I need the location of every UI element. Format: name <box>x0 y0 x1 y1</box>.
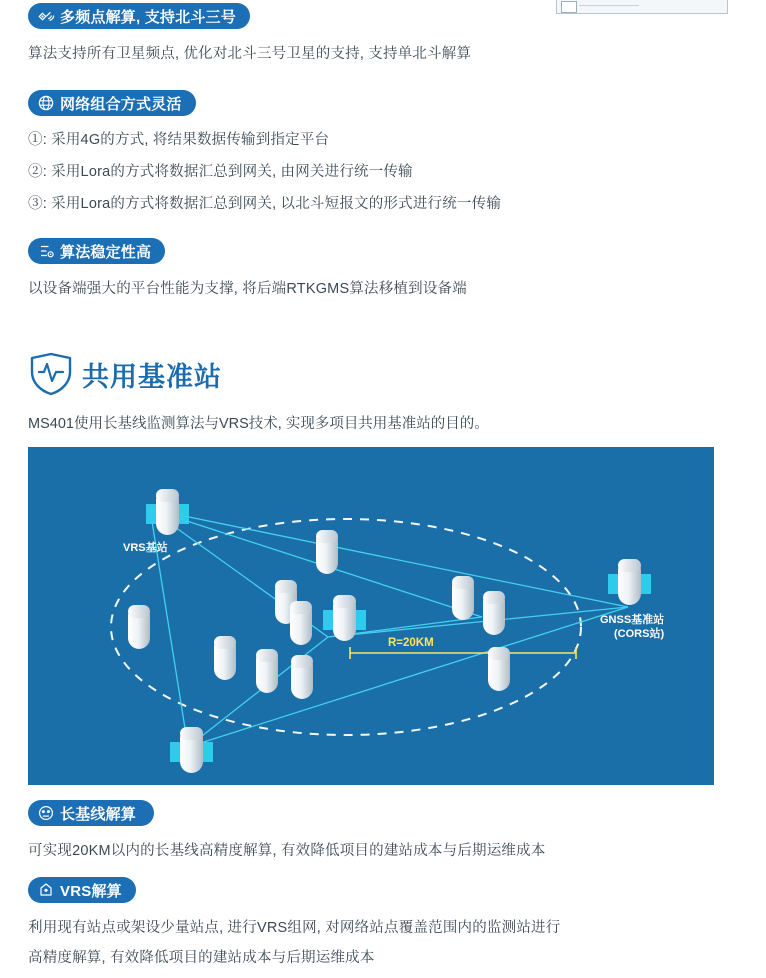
network-line-1: ①: 采用4G的方式, 将结果数据传输到指定平台 <box>28 132 330 148</box>
heading-multifrequency-label: 多频点解算, 支持北斗三号 <box>60 8 236 26</box>
multifrequency-description: 算法支持所有卫星频点, 优化对北斗三号卫星的支持, 支持单北斗解算 <box>28 46 472 62</box>
heading-vrs-label: VRS解算 <box>60 882 122 900</box>
globe-icon <box>37 94 55 112</box>
fragment-box-icon <box>561 1 577 13</box>
network-line-3: ③: 采用Lora的方式将数据汇总到网关, 以北斗短报文的形式进行统一传输 <box>28 195 502 212</box>
section-long-baseline <box>28 800 546 863</box>
heading-multifrequency <box>28 3 250 29</box>
stability-description: 以设备端强大的平台性能为支撑, 将后端RTKGMS算法移植到设备端 <box>28 281 467 297</box>
baseline-nodes-icon <box>37 804 55 822</box>
section-network <box>28 90 501 215</box>
radius-line <box>350 647 576 659</box>
fragment-line <box>579 5 639 6</box>
bottom-station <box>170 727 213 773</box>
label-vrs-base: VRS基站 <box>123 542 168 554</box>
long-baseline-description: 可实现20KM以内的长基线高精度解算, 有效降低项目的建站成本与后期运维成本 <box>28 843 546 859</box>
label-gnss-base: GNSS基准站 <box>600 614 665 626</box>
heading-stability-label: 算法稳定性高 <box>60 243 152 261</box>
section-vrs <box>28 877 560 970</box>
satellite-signal-icon <box>37 7 55 25</box>
heading-stability <box>28 238 165 264</box>
label-radius: R=20KM <box>388 637 434 649</box>
heading-long-baseline-label: 长基线解算 <box>60 805 137 823</box>
shield-wave-icon <box>28 352 74 396</box>
shared-base-title <box>28 352 738 396</box>
heading-vrs <box>28 877 136 903</box>
algorithm-gear-icon <box>37 242 55 260</box>
section-shared-base-station <box>28 352 738 785</box>
vrs-line-1: 利用现有站点或架设少量站点, 进行VRS组网, 对网络站点覆盖范围内的监测站进行 <box>28 920 561 936</box>
heading-network <box>28 90 196 116</box>
vrs-station-icon <box>37 881 55 899</box>
heading-long-baseline <box>28 800 154 826</box>
section-multifrequency <box>28 3 471 66</box>
cors-station <box>608 559 651 605</box>
vrs-network-diagram <box>28 447 714 785</box>
heading-network-label: 网络组合方式灵活 <box>60 95 182 113</box>
shared-base-lead: MS401使用长基线监测算法与VRS技术, 实现多项目共用基准站的目的。 <box>28 416 489 432</box>
shared-base-title-label: 共用基准站 <box>82 361 222 392</box>
vrs-line-2: 高精度解算, 有效降低项目的建站成本与后期运维成本 <box>28 949 375 966</box>
network-line-2: ②: 采用Lora的方式将数据汇总到网关, 由网关进行统一传输 <box>28 163 413 180</box>
label-cors-station: (CORS站) <box>614 628 665 640</box>
section-stability <box>28 238 467 301</box>
cropped-toolbar-fragment <box>556 0 728 14</box>
